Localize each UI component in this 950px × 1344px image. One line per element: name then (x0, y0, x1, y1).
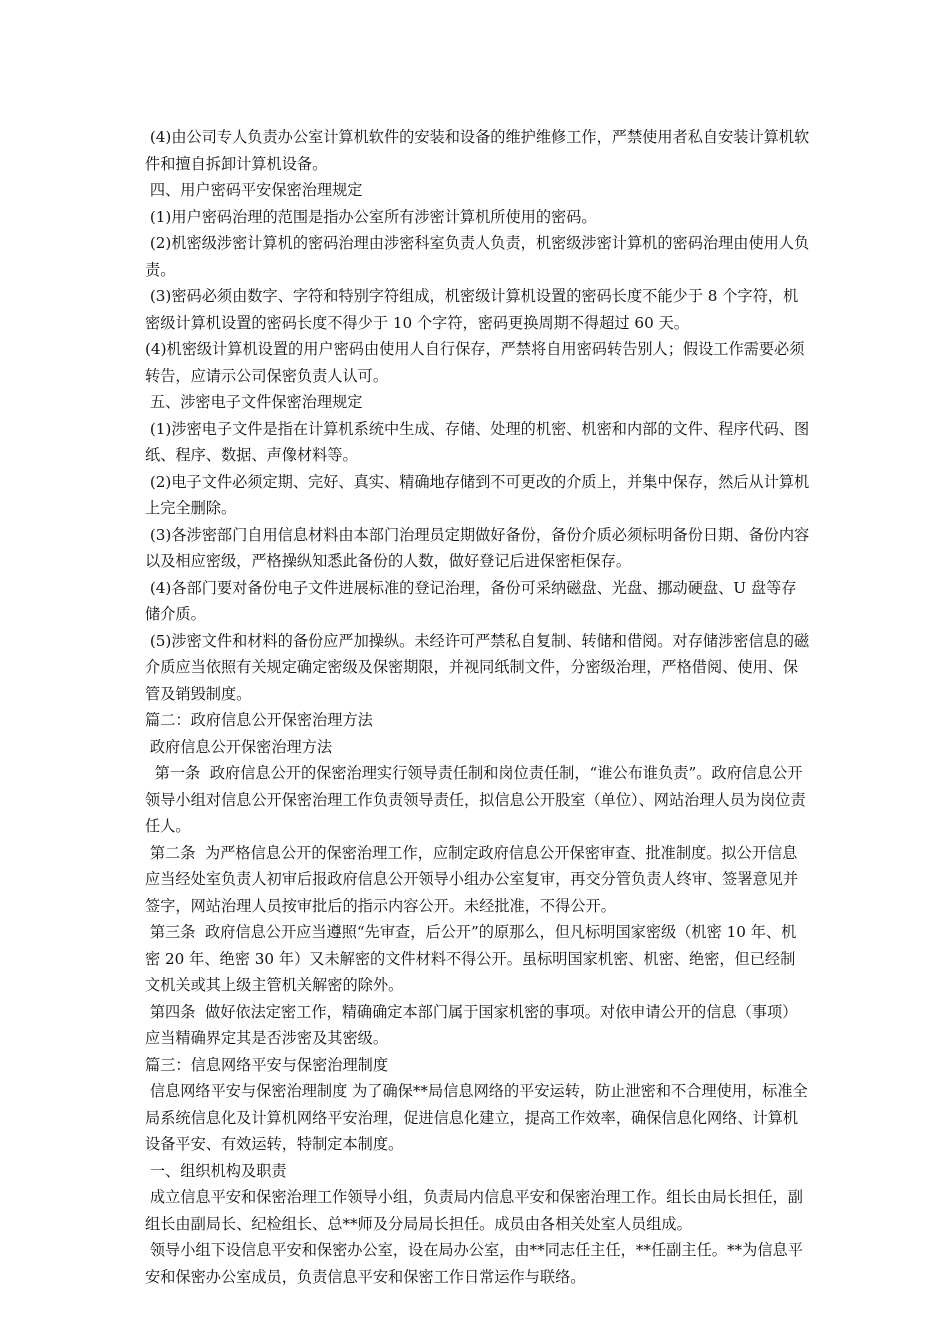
paragraph: (2)电子文件必须定期、完好、真实、精确地存储到不可更改的介质上，并集中保存，然后从计算机上完全删除。 (145, 472, 810, 517)
section-heading: 政府信息公开保密治理方法 (145, 737, 333, 756)
document-body (145, 124, 810, 1290)
paragraph: 信息网络平安与保密治理制度 为了确保**局信息网络的平安运转，防止泄密和不合理使用，标准全局系统信息化及计算机网络平安治理，促进信息化建立，提高工作效率，确保信息化网络、计算机设备平安、有效运转，特制定本制度。 (145, 1082, 808, 1153)
paragraph: (4)由公司专人负责办公室计算机软件的安装和设备的维护维修工作，严禁使用者私自安装计算机软件和擅自拆卸计算机设备。 (145, 128, 810, 173)
paragraph: (4)各部门要对备份电子文件进展标准的登记治理，备份可采纳磁盘、光盘、挪动硬盘、U 盘等存储介质。 (145, 578, 797, 623)
article-paragraph: 第三条 政府信息公开应当遵照“先审查，后公开”的原那么，但凡标明国家密级（机密 10 年、机密 20 年、绝密 30 年）又未解密的文件材料不得公开。虽标明国家机密、机密、绝密，但已经制文机关或其上级主管机关解密的除外。 (145, 923, 797, 994)
paragraph: (1)涉密电子文件是指在计算机系统中生成、存储、处理的机密、机密和内部的文件、程序代码、图纸、程序、数据、声像材料等。 (145, 419, 810, 464)
paragraph: 领导小组下设信息平安和保密办公室，设在局办公室，由**同志任主任，**任副主任。**为信息平安和保密办公室成员，负责信息平安和保密工作日常运作与联络。 (145, 1241, 803, 1286)
section-heading: 四、用户密码平安保密治理规定 (145, 181, 363, 199)
paragraph: (3)各涉密部门自用信息材料由本部门治理员定期做好备份，备份介质必须标明备份日期、备份内容以及相应密级，严格操纵知悉此备份的人数，做好登记后进保密柜保存。 (145, 525, 810, 570)
paragraph: (5)涉密文件和材料的备份应严加操纵。未经许可严禁私自复制、转储和借阅。对存储涉密信息的磁介质应当依照有关规定确定密级及保密期限，并视同纸制文件，分密级治理，严格借阅、使用、保管及销毁制度。 (145, 631, 810, 703)
article-paragraph: 第一条 政府信息公开的保密治理实行领导责任制和岗位责任制，“谁公布谁负责”。政府信息公开领导小组对信息公开保密治理工作负责领导责任，拟信息公开股室（单位）、网站治理人员为岗位责任人。 (145, 764, 806, 835)
paragraph: (1)用户密码治理的范围是指办公室所有涉密计算机所使用的密码。 (145, 207, 597, 226)
chapter-title: 篇三：信息网络平安与保密治理制度 (145, 1055, 388, 1074)
paragraph: (4)机密级计算机设置的用户密码由使用人自行保存，严禁将自用密码转告别人；假设工作需要必须转告，应请示公司保密负责人认可。 (145, 340, 805, 385)
paragraph: (3)密码必须由数字、字符和特别字符组成，机密级计算机设置的密码长度不能少于 8 个字符，机密级计算机设置的密码长度不得少于 10 个字符，密码更换周期不得超过 60 天。 (145, 287, 799, 332)
article-paragraph: 第二条 为严格信息公开的保密治理工作，应制定政府信息公开保密审查、批准制度。拟公开信息应当经处室负责人初审后报政府信息公开领导小组办公室复审，再交分管负责人终审、签署意见并签字，网站治理人员按审批后的指示内容公开。未经批准，不得公开。 (145, 843, 799, 915)
section-heading: 一、组织机构及职责 (145, 1161, 287, 1180)
paragraph: (2)机密级涉密计算机的密码治理由涉密科室负责人负责，机密级涉密计算机的密码治理由使用人负责。 (145, 234, 810, 279)
paragraph: 成立信息平安和保密治理工作领导小组，负责局内信息平安和保密治理工作。组长由局长担任，副组长由副局长、纪检组长、总**师及分局局长担任。成员由各相关处室人员组成。 (145, 1188, 803, 1233)
section-heading: 五、涉密电子文件保密治理规定 (145, 393, 363, 411)
chapter-title: 篇二：政府信息公开保密治理方法 (145, 711, 373, 729)
article-paragraph: 第四条 做好依法定密工作，精确确定本部门属于国家机密的事项。对依申请公开的信息（事项）应当精确界定其是否涉密及其密级。 (145, 1002, 798, 1047)
